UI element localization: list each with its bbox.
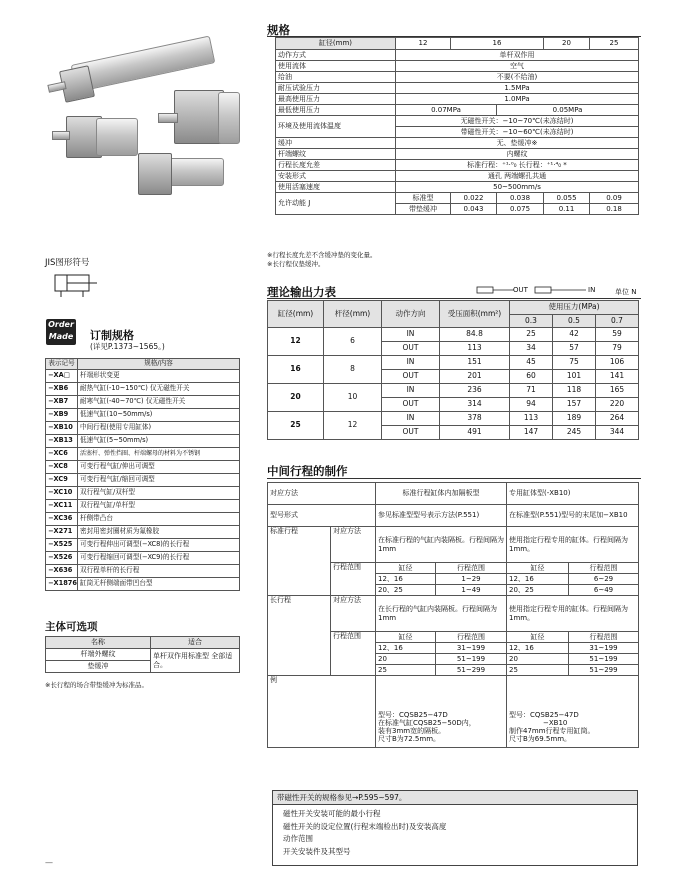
mid-std-label: 标准行程 [268, 527, 331, 596]
mid-model-label: 型号形式 [268, 505, 376, 527]
mid-std-sub-method: 对应方法 [331, 527, 376, 563]
output-force: 71 [510, 384, 553, 398]
output-force: 118 [553, 384, 596, 398]
order-subtitle: (详见P.1373~1565。) [90, 342, 165, 351]
output-bore: 20 [268, 384, 324, 412]
mid-title: 中间行程的制作 [267, 464, 348, 478]
order-code: −XC6 [46, 448, 78, 461]
order-made-badge [46, 319, 76, 345]
output-force: 75 [553, 356, 596, 370]
mid-long-sub-range: 行程范围 [331, 632, 376, 676]
options-head-suit: 适合 [151, 637, 240, 649]
spec-head-20: 20 [544, 38, 590, 50]
order-desc: 可变行程气缸/伸出可调型 [78, 461, 240, 474]
out-arrow-icon [476, 285, 516, 295]
order-code: −XB13 [46, 435, 78, 448]
spec-label: 行程长度允差 [276, 160, 396, 171]
output-bore: 12 [268, 328, 324, 356]
mid-ex-label: 例 [268, 676, 376, 748]
switch-item: 开关安装件及其型号 [283, 846, 351, 856]
order-desc: 耐寒气缸(-40~70℃) 仅无磁性开关 [78, 396, 240, 409]
output-force: 34 [510, 342, 553, 356]
order-code: −X526 [46, 552, 78, 565]
output-area: 236 [440, 384, 510, 398]
spec-value: 不要(不给油) [396, 72, 639, 83]
spec-value-2: 带磁性开关：−10~60℃(未冻结时) [396, 127, 639, 138]
ex-b-line: −XB10 [543, 718, 568, 727]
mid-table [267, 482, 639, 748]
energy-pad-25: 0.18 [590, 204, 639, 215]
order-desc: 活塞杆、弹性挡圈、杆端螺母的材料为不锈钢 [78, 448, 240, 461]
pressure-07: 0.7 [596, 315, 639, 328]
spec-label: 环境及使用流体温度 [276, 116, 396, 138]
legend-out: OUT [513, 286, 528, 294]
mid-rule [267, 478, 641, 479]
mid-range: 51~299 [569, 665, 639, 676]
output-rod: 8 [324, 356, 382, 384]
order-desc: 杆端形状变更 [78, 370, 240, 383]
mid-std-method-b: 使用指定行程专用的缸体。行程间隔为1mm。 [507, 527, 639, 563]
mid-bore: 25 [507, 665, 569, 676]
output-rod: 12 [324, 412, 382, 440]
options-table [45, 636, 240, 673]
order-code: −XB9 [46, 409, 78, 422]
output-area: 201 [440, 370, 510, 384]
output-area: 314 [440, 398, 510, 412]
options-note: ※长行程的场合带垫缓冲为标准品。 [45, 681, 148, 689]
mid-bore: 20、25 [507, 585, 569, 596]
output-force: 42 [553, 328, 596, 342]
order-desc: 缸筒无杆侧端面带凹台型 [78, 578, 240, 591]
output-table [267, 300, 639, 440]
order-rows [46, 370, 240, 591]
output-rod: 10 [324, 384, 382, 412]
ex-b-line: 制作47mm行程专用缸筒。 [509, 726, 595, 735]
mid-bore: 12、16 [376, 574, 436, 585]
output-force: 157 [553, 398, 596, 412]
order-title: 订制规格 [90, 329, 134, 342]
ex-a-line: 型号：CQSB25−47D [378, 710, 448, 719]
output-dir: IN [382, 384, 440, 398]
switch-item: 磁性开关安装可能的最小行程 [283, 809, 381, 818]
mid-ex-b [507, 676, 639, 748]
mid-range-head: 行程范围 [436, 563, 507, 574]
output-force: 189 [553, 412, 596, 426]
output-head-area: 受压面积(mm²) [440, 301, 510, 328]
switch-title: 带磁性开关的规格参见→P.595~597。 [273, 791, 637, 805]
order-desc: 低速气缸(5~50mm/s) [78, 435, 240, 448]
mid-range: 6~29 [569, 574, 639, 585]
output-dir: OUT [382, 342, 440, 356]
spec-table [275, 37, 639, 215]
order-code: −XC8 [46, 461, 78, 474]
spec-label: 给油 [276, 72, 396, 83]
mid-model-b: 在标准型(P.551)型号的末尾加−XB10 [507, 505, 639, 527]
output-area: 378 [440, 412, 510, 426]
order-code: −XB6 [46, 383, 78, 396]
mid-range: 1~49 [436, 585, 507, 596]
order-code: −X271 [46, 526, 78, 539]
output-area: 491 [440, 426, 510, 440]
order-desc: 双行程气缸/单杆型 [78, 500, 240, 513]
output-force: 220 [596, 398, 639, 412]
spec-head-12: 12 [396, 38, 451, 50]
mid-bore: 12、16 [507, 574, 569, 585]
mid-method-b: 专用缸体型(-XB10) [507, 483, 639, 505]
mid-range: 31~199 [436, 643, 507, 654]
spec-label: 安装形式 [276, 171, 396, 182]
mid-range: 31~199 [569, 643, 639, 654]
output-dir: OUT [382, 370, 440, 384]
output-force: 106 [596, 356, 639, 370]
spec-value: 单杆双作用 [396, 50, 639, 61]
order-desc: 可变行程伸出可调型(−XC8)的长行程 [78, 539, 240, 552]
ex-b-line: 型号：CQSB25−47D [509, 710, 579, 719]
output-area: 84.8 [440, 328, 510, 342]
order-code: −XA□ [46, 370, 78, 383]
order-desc: 低速气缸(10~50mm/s) [78, 409, 240, 422]
mid-range: 51~199 [436, 654, 507, 665]
order-head-code: 表示记号 [46, 359, 78, 370]
output-force: 45 [510, 356, 553, 370]
mid-range-head: 行程范围 [569, 563, 639, 574]
mid-model-a: 参见标准型型号表示方法(P.551) [376, 505, 507, 527]
mid-bore-head: 缸径 [507, 563, 569, 574]
output-force: 113 [510, 412, 553, 426]
mid-long-method-b: 使用指定行程专用的缸体。行程间隔为1mm。 [507, 596, 639, 632]
page-footer: — [45, 858, 53, 867]
switch-item: 磁性开关的设定位置(行程末端检出时)及安装高度 [283, 821, 447, 831]
mid-long-label: 长行程 [268, 596, 331, 676]
spec-note-2: ※长行程仅垫缓冲。 [267, 260, 325, 268]
spec-value: 50~500mm/s [396, 182, 639, 193]
spec-label: 缓冲 [276, 138, 396, 149]
mid-range-head: 行程范围 [436, 632, 507, 643]
mid-ex-a [376, 676, 507, 748]
mid-range: 51~299 [436, 665, 507, 676]
spec-title: 规格 [267, 23, 290, 37]
order-desc: 双行程气缸/双杆型 [78, 487, 240, 500]
order-desc: 中间行程(使用专用缸体) [78, 422, 240, 435]
spec-value: 空气 [396, 61, 639, 72]
ex-a-line: 尺寸B为72.5mm。 [378, 734, 441, 743]
order-code: −XC9 [46, 474, 78, 487]
spec-value: 1.0MPa [396, 94, 639, 105]
mid-bore-head: 缸径 [376, 632, 436, 643]
energy-std-25: 0.09 [590, 193, 639, 204]
order-code: −XC10 [46, 487, 78, 500]
switch-item: 动作范围 [283, 834, 313, 843]
order-code: −X636 [46, 565, 78, 578]
output-head-dir: 动作方向 [382, 301, 440, 328]
mid-range: 1~29 [436, 574, 507, 585]
order-desc: 杆侧带凸台 [78, 513, 240, 526]
spec-label: 动作方式 [276, 50, 396, 61]
mid-range-head: 行程范围 [569, 632, 639, 643]
mid-bore: 20 [507, 654, 569, 665]
output-force: 147 [510, 426, 553, 440]
mid-bore: 12、16 [376, 643, 436, 654]
order-desc: 密封用密封圈材质为氟橡胶 [78, 526, 240, 539]
spec-value-1: 无磁性开关：−10~70℃(未冻结时) [396, 116, 639, 127]
energy-std-20: 0.055 [544, 193, 590, 204]
energy-std-label: 标准型 [396, 193, 451, 204]
output-force: 94 [510, 398, 553, 412]
mid-range: 6~49 [569, 585, 639, 596]
jis-title: JIS图形符号 [45, 258, 90, 268]
legend-in: IN [588, 286, 596, 294]
mid-method-a: 标准行程缸体内加隔板型 [376, 483, 507, 505]
spec-value-1: 0.07MPa [396, 105, 497, 116]
mid-long-sub-method: 对应方法 [331, 596, 376, 632]
energy-pad-16: 0.075 [497, 204, 544, 215]
output-force: 60 [510, 370, 553, 384]
ex-a-line: 在标准气缸CQSB25−50D内， [378, 718, 476, 727]
mid-bore-head: 缸径 [376, 563, 436, 574]
output-force: 245 [553, 426, 596, 440]
spec-value: 内螺纹 [396, 149, 639, 160]
mid-bore: 20 [376, 654, 436, 665]
output-head-bore: 缸径(mm) [268, 301, 324, 328]
spec-label: 最高使用压力 [276, 94, 396, 105]
order-code: −XC36 [46, 513, 78, 526]
energy-pad-label: 带垫缓冲 [396, 204, 451, 215]
order-code: −XB10 [46, 422, 78, 435]
options-title: 主体可选项 [45, 621, 98, 633]
output-dir: IN [382, 412, 440, 426]
spec-label: 耐压试验压力 [276, 83, 396, 94]
order-head-content: 规格/内容 [78, 359, 240, 370]
ex-a-line: 装有3mm宽的隔板。 [378, 726, 446, 735]
output-force: 59 [596, 328, 639, 342]
spec-value: 1.5MPa [396, 83, 639, 94]
spec-label: 最低使用压力 [276, 105, 396, 116]
spec-label: 使用流体 [276, 61, 396, 72]
product-photo [42, 28, 257, 218]
energy-label: 允许动能 J [276, 193, 396, 215]
output-dir: OUT [382, 398, 440, 412]
mid-bore-head: 缸径 [507, 632, 569, 643]
order-desc: 可变行程气缸/缩回可调型 [78, 474, 240, 487]
output-bore: 16 [268, 356, 324, 384]
output-force: 264 [596, 412, 639, 426]
mid-bore: 25 [376, 665, 436, 676]
order-desc: 双行程单杆的长行程 [78, 565, 240, 578]
mid-range: 51~199 [569, 654, 639, 665]
energy-pad-12: 0.043 [451, 204, 497, 215]
output-force: 79 [596, 342, 639, 356]
mid-std-method-a: 在标准行程的气缸内装隔板。行程间隔为1mm [376, 527, 507, 563]
output-force: 141 [596, 370, 639, 384]
output-dir: IN [382, 328, 440, 342]
spec-head-25: 25 [590, 38, 639, 50]
ex-b-line: 尺寸B为69.5mm。 [509, 734, 572, 743]
spec-head-bore: 缸径(mm) [276, 38, 396, 50]
output-force: 57 [553, 342, 596, 356]
output-area: 113 [440, 342, 510, 356]
option-suit: 单杆双作用标准型 全部适合。 [151, 649, 240, 673]
energy-std-12: 0.022 [451, 193, 497, 204]
order-table [45, 358, 240, 591]
output-force: 101 [553, 370, 596, 384]
order-code: −X1876 [46, 578, 78, 591]
badge-line-1: Order [48, 320, 74, 329]
output-rod: 6 [324, 328, 382, 356]
output-bore: 25 [268, 412, 324, 440]
output-rule [267, 298, 641, 299]
output-unit: 单位 N [615, 288, 637, 296]
energy-std-16: 0.038 [497, 193, 544, 204]
spec-note-1: ※行程长度允差不含缓冲垫的变化量。 [267, 251, 377, 259]
energy-pad-20: 0.11 [544, 204, 590, 215]
jis-symbol-icon [45, 270, 100, 298]
spec-head-16: 16 [451, 38, 544, 50]
pressure-03: 0.3 [510, 315, 553, 328]
mid-std-sub-range: 行程范围 [331, 563, 376, 596]
in-arrow-icon [534, 285, 588, 295]
output-head-pressure: 使用压力(MPa) [510, 301, 639, 315]
mid-long-method-a: 在长行程的气缸内装隔板。行程间隔为1mm [376, 596, 507, 632]
output-area: 151 [440, 356, 510, 370]
order-code: −XC11 [46, 500, 78, 513]
order-code: −X525 [46, 539, 78, 552]
order-desc: 可变行程缩回可调型(−XC9)的长行程 [78, 552, 240, 565]
order-desc: 耐热气缸(-10~150℃) 仅无磁性开关 [78, 383, 240, 396]
badge-line-2: Made [48, 332, 74, 341]
output-title: 理论输出力表 [267, 285, 336, 299]
spec-value: 通孔 两端螺孔共通 [396, 171, 639, 182]
pressure-05: 0.5 [553, 315, 596, 328]
output-force: 25 [510, 328, 553, 342]
switch-box [272, 790, 638, 866]
spec-label: 使用活塞速度 [276, 182, 396, 193]
output-head-rod: 杆径(mm) [324, 301, 382, 328]
output-force: 344 [596, 426, 639, 440]
option-name: 垫缓冲 [46, 661, 151, 673]
spec-value: 标准行程：⁺¹·⁰₀ 长行程：⁺¹·⁴₀ * [396, 160, 639, 171]
mid-bore: 20、25 [376, 585, 436, 596]
spec-label: 杆端螺纹 [276, 149, 396, 160]
output-dir: OUT [382, 426, 440, 440]
mid-bore: 12、16 [507, 643, 569, 654]
spec-value: 无、垫缓冲※ [396, 138, 639, 149]
output-force: 165 [596, 384, 639, 398]
option-name: 杆端外螺纹 [46, 649, 151, 661]
spec-value-2: 0.05MPa [497, 105, 639, 116]
options-head-name: 名称 [46, 637, 151, 649]
output-dir: IN [382, 356, 440, 370]
order-code: −XB7 [46, 396, 78, 409]
mid-method-label: 对应方法 [268, 483, 376, 505]
